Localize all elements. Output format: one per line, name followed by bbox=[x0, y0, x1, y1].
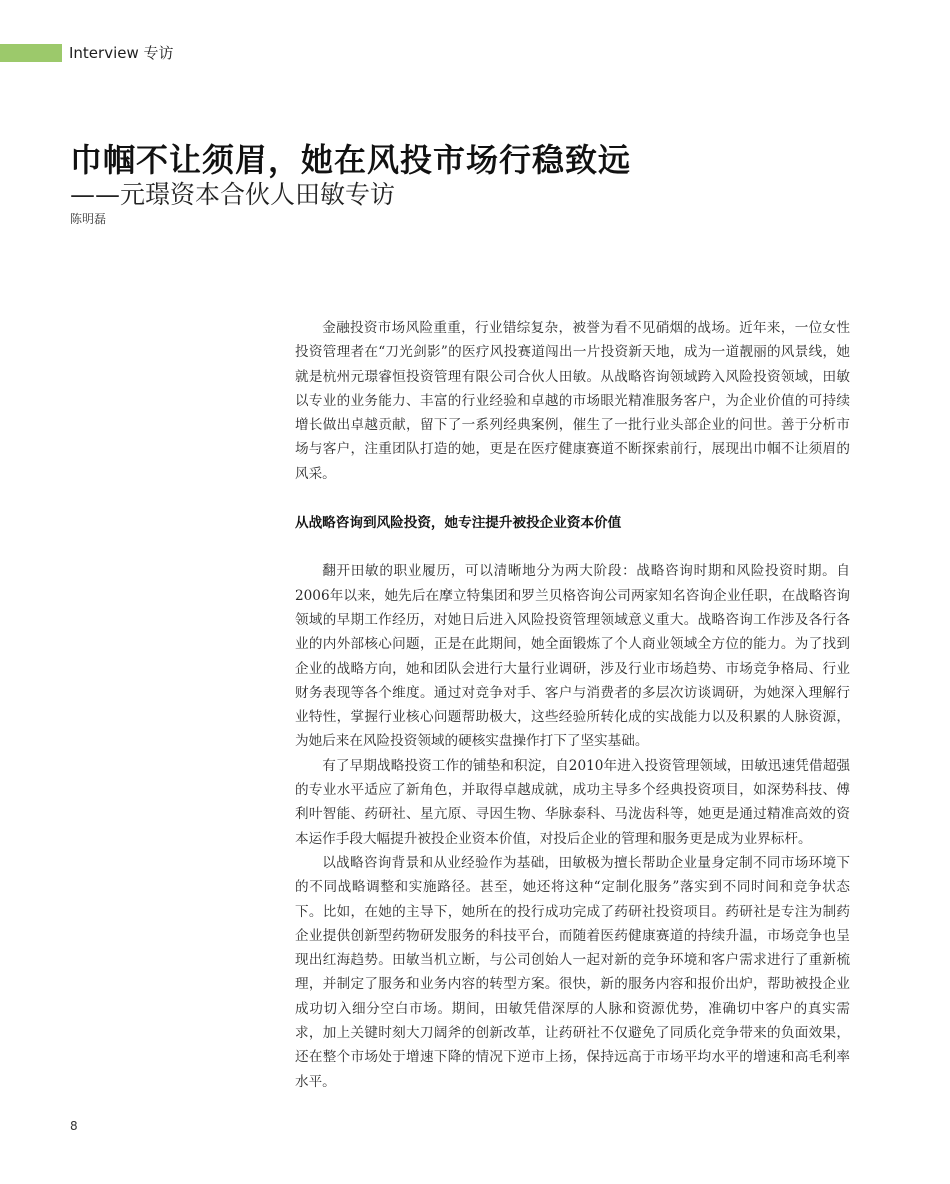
article-author: 陈明磊 bbox=[70, 212, 107, 226]
intro-paragraph: 金融投资市场风险重重，行业错综复杂，被誉为看不见硝烟的战场。近年来，一位女性投资管理者在“刀光剑影”的医疗风投赛道闯出一片投资新天地，成为一道靓丽的风景线，她就是杭州元璟睿恒投资管理有限公司合伙人田敏。从战略咨询领域跨入风险投资领域，田敏以专业的业务能力、丰富的行业经验和卓越的市场眼光精准服务客户，为企业价值的可持续增长做出卓越贡献，留下了一系列经典案例，催生了一批行业头部企业的问世。善于分析市场与客户，注重团队打造的她，更是在医疗健康赛道不断探索前行，展现出巾帼不让须眉的风采。 bbox=[295, 320, 850, 482]
section-accent-bar bbox=[0, 44, 62, 62]
page-number: 8 bbox=[70, 1119, 78, 1133]
article-title: 巾帼不让须眉，她在风投市场行稳致远 bbox=[70, 141, 632, 179]
section-label: Interview 专访 bbox=[69, 44, 174, 62]
article-body bbox=[295, 316, 850, 1094]
body-paragraph: 有了早期战略投资工作的铺垫和积淀，自2010年进入投资管理领域，田敏迅速凭借超强的专业水平适应了新角色，并取得卓越成就，成功主导多个经典投资项目，如深势科技、傅利叶智能、药研社、星亢原、寻因生物、华脉泰科、马泷齿科等，她更是通过精准高效的资本运作手段大幅提升被投企业资本价值，对投后企业的管理和服务更是成为业界标杆。 bbox=[295, 757, 850, 847]
article-subtitle: ——元璟资本合伙人田敏专访 bbox=[70, 180, 396, 209]
body-paragraph: 翻开田敏的职业履历，可以清晰地分为两大阶段：战略咨询时期和风险投资时期。自2006年以来，她先后在摩立特集团和罗兰贝格咨询公司两家知名咨询企业任职，在战略咨询领域的早期工作经历，对她日后进入风险投资管理领域意义重大。战略咨询工作涉及各行各业的内外部核心问题，正是在此期间，她全面锻炼了个人商业领域全方位的能力。为了找到企业的战略方向，她和团队会进行大量行业调研，涉及行业市场趋势、市场竞争格局、行业财务表现等各个维度。通过对竞争对手、客户与消费者的多层次访谈调研，为她深入理解行业特性，掌握行业核心问题帮助极大，这些经验所转化成的实战能力以及积累的人脉资源，为她后来在风险投资领域的硬核实盘操作打下了坚实基础。 bbox=[295, 563, 850, 750]
section-heading: 从战略咨询到风险投资，她专注提升被投企业资本价值 bbox=[295, 515, 622, 532]
body-paragraph: 以战略咨询背景和从业经验作为基础，田敏极为擅长帮助企业量身定制不同市场环境下的不同战略调整和实施路径。甚至，她还将这种“定制化服务”落实到不同时间和竞争状态下。比如，在她的主导下，她所在的投行成功完成了药研社投资项目。药研社是专注为制药企业提供创新型药物研发服务的科技平台，而随着医药健康赛道的持续升温，市场竞争也呈现出红海趋势。田敏当机立断，与公司创始人一起对新的竞争环境和客户需求进行了重新梳理，并制定了服务和业务内容的转型方案。很快，新的服务内容和报价出炉，帮助被投企业成功切入细分空白市场。期间，田敏凭借深厚的人脉和资源优势，准确切中客户的真实需求，加上关键时刻大刀阔斧的创新改革，让药研社不仅避免了同质化竞争带来的负面效果，还在整个市场处于增速下降的情况下逆市上扬，保持远高于市场平均水平的增速和高毛利率水平。 bbox=[295, 854, 850, 1090]
